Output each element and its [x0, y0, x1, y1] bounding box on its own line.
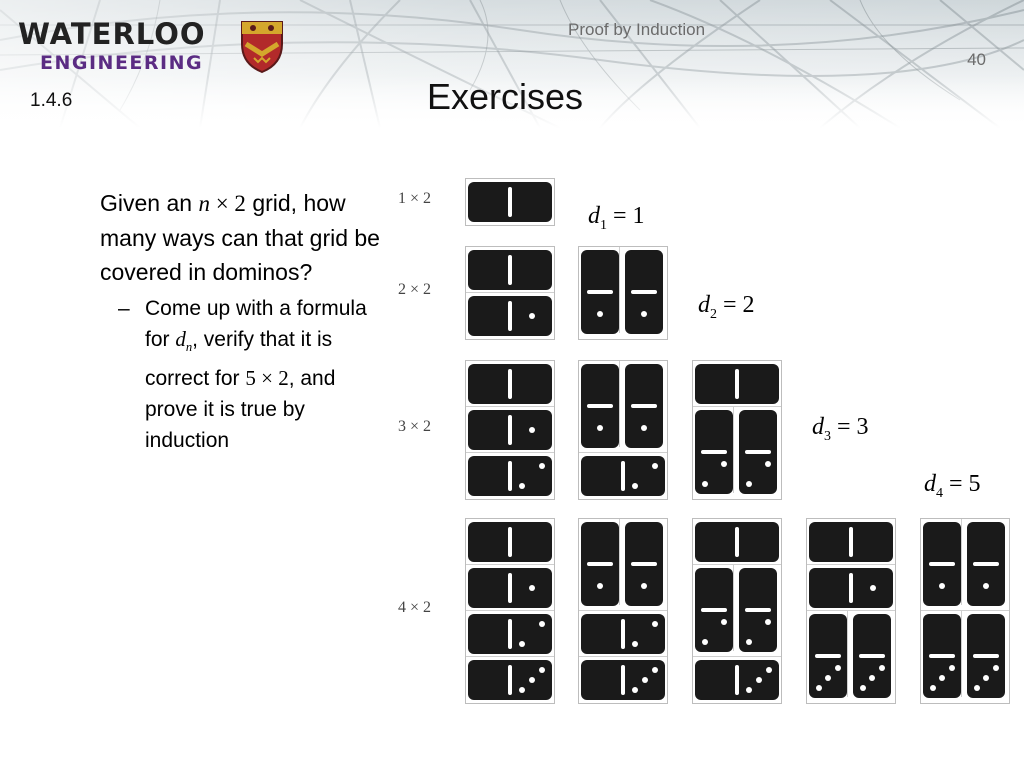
- domino-horizontal: [468, 456, 552, 496]
- domino-horizontal: [468, 250, 552, 290]
- domino-tiling: [692, 360, 782, 500]
- domino-divider: [929, 654, 955, 658]
- domino-pip: [746, 481, 752, 487]
- tiling-row: [466, 407, 554, 453]
- domino-divider: [735, 527, 739, 557]
- tiling-row: [579, 657, 667, 703]
- domino-vertical: [853, 614, 891, 698]
- domino-divider: [973, 562, 999, 566]
- domino-divider: [621, 619, 625, 649]
- domino-vertical: [923, 614, 961, 698]
- domino-pip: [702, 481, 708, 487]
- domino-divider: [973, 654, 999, 658]
- domino-pip: [632, 483, 638, 489]
- vertical-slot: [965, 611, 1005, 697]
- sub-bullet-dash: –: [118, 297, 130, 320]
- domino-tiling: [465, 178, 555, 226]
- domino-divider: [587, 290, 613, 294]
- vertical-slot: [921, 519, 962, 605]
- vertical-slot: [623, 361, 663, 447]
- domino-pip: [746, 687, 752, 693]
- domino-pip: [539, 621, 545, 627]
- domino-pip: [641, 311, 647, 317]
- domino-pip: [632, 641, 638, 647]
- grid-size-label: 2 × 2: [398, 281, 432, 298]
- domino-tiling: [465, 518, 555, 704]
- domino-divider: [745, 608, 771, 612]
- formula-var: d: [924, 471, 936, 497]
- tiling-row-double: [579, 519, 667, 611]
- domino-tiling: [578, 518, 668, 704]
- five-by-two-math: 5 × 2: [245, 366, 289, 391]
- dn-math: [175, 327, 193, 355]
- formula-eq: = 1: [607, 203, 645, 229]
- math-var-n: n: [198, 191, 210, 216]
- domino-pip: [519, 483, 525, 489]
- formula-var: d: [812, 414, 824, 440]
- vertical-slot: [579, 519, 620, 605]
- domino-vertical: [923, 522, 961, 606]
- sub-bullet-mid: , verify that it is correct for: [145, 328, 333, 391]
- domino-divider: [508, 619, 512, 649]
- tiling-count-formula: [698, 292, 755, 323]
- domino-pip: [597, 311, 603, 317]
- domino-divider: [508, 573, 512, 603]
- slide-number: 40: [967, 50, 986, 69]
- domino-horizontal: [809, 522, 893, 562]
- domino-horizontal: [468, 364, 552, 404]
- tiling-row: [693, 519, 781, 565]
- domino-pip: [721, 619, 727, 625]
- domino-pip: [632, 687, 638, 693]
- domino-divider: [631, 404, 657, 408]
- domino-divider: [508, 301, 512, 331]
- tiling-count-formula: [812, 414, 869, 445]
- domino-pip: [949, 665, 955, 671]
- domino-divider: [508, 255, 512, 285]
- tiling-row-double: [921, 611, 1009, 703]
- tiling-row-double: [921, 519, 1009, 611]
- domino-vertical: [625, 250, 663, 334]
- domino-pip: [652, 621, 658, 627]
- domino-pip: [597, 583, 603, 589]
- domino-pip: [835, 665, 841, 671]
- formula-sub: 1: [600, 217, 607, 233]
- domino-vertical: [581, 364, 619, 448]
- tiling-row: [466, 179, 554, 225]
- waterloo-engineering-logo: [18, 18, 206, 76]
- tiling-row: [579, 453, 667, 499]
- domino-tiling: [465, 246, 555, 340]
- domino-pip: [529, 427, 535, 433]
- domino-pip: [974, 685, 980, 691]
- grid-size-label: 1 × 2: [398, 190, 432, 207]
- domino-divider: [508, 369, 512, 399]
- domino-pip: [529, 677, 535, 683]
- formula-sub: 3: [824, 428, 831, 444]
- domino-horizontal: [809, 568, 893, 608]
- domino-vertical: [625, 522, 663, 606]
- domino-divider: [701, 608, 727, 612]
- domino-pip: [983, 675, 989, 681]
- domino-pip: [869, 675, 875, 681]
- domino-horizontal: [468, 522, 552, 562]
- domino-pip: [519, 641, 525, 647]
- domino-pip: [870, 585, 876, 591]
- domino-horizontal: [695, 660, 779, 700]
- vertical-slot: [623, 247, 663, 333]
- logo-waterloo: WATERLOO: [18, 17, 206, 51]
- tiling-row-double: [579, 361, 667, 453]
- logo-engineering: ENGINEERING: [40, 52, 204, 74]
- domino-divider: [587, 404, 613, 408]
- tiling-row: [466, 657, 554, 703]
- university-crest-icon: [240, 20, 284, 79]
- tiling-row-double: [579, 247, 667, 339]
- tiling-row: [466, 361, 554, 407]
- domino-pip: [766, 667, 772, 673]
- domino-divider: [735, 665, 739, 695]
- domino-pip: [529, 585, 535, 591]
- domino-vertical: [695, 410, 733, 494]
- course-title: Proof by Induction: [568, 20, 706, 39]
- tiling-row: [466, 611, 554, 657]
- slide-title: Exercises: [427, 76, 584, 117]
- domino-pip: [860, 685, 866, 691]
- domino-divider: [745, 450, 771, 454]
- domino-pip: [939, 583, 945, 589]
- domino-pip: [539, 463, 545, 469]
- vertical-slot: [737, 407, 777, 493]
- domino-vertical: [581, 250, 619, 334]
- domino-horizontal: [468, 660, 552, 700]
- domino-pip: [597, 425, 603, 431]
- formula-eq: = 3: [831, 414, 869, 440]
- tiling-row: [807, 565, 895, 611]
- math-times-2: × 2: [209, 191, 246, 216]
- domino-tiling: [692, 518, 782, 704]
- domino-pip: [702, 639, 708, 645]
- domino-pip: [652, 667, 658, 673]
- domino-horizontal: [468, 568, 552, 608]
- domino-divider: [621, 461, 625, 491]
- domino-tiling: [806, 518, 896, 704]
- grid-size-label: 3 × 2: [398, 418, 432, 435]
- vertical-slot: [851, 611, 891, 697]
- domino-divider: [631, 562, 657, 566]
- domino-tiling: [920, 518, 1010, 704]
- domino-pip: [879, 665, 885, 671]
- vertical-slot: [921, 611, 962, 697]
- vertical-slot: [693, 407, 734, 493]
- domino-divider: [929, 562, 955, 566]
- domino-pip: [765, 461, 771, 467]
- domino-divider: [735, 369, 739, 399]
- section-number: 1.4.6: [30, 90, 73, 111]
- domino-divider: [587, 562, 613, 566]
- grid-size-math: [198, 191, 245, 216]
- sub-bullet: [118, 293, 390, 456]
- domino-vertical: [695, 568, 733, 652]
- formula-eq: = 2: [717, 292, 755, 318]
- formula-sub: 2: [710, 306, 717, 322]
- bullet-question-post: grid, how many ways can that grid be covered in dominos?: [100, 190, 380, 285]
- domino-divider: [508, 461, 512, 491]
- domino-divider: [508, 665, 512, 695]
- domino-vertical: [581, 522, 619, 606]
- domino-divider: [849, 527, 853, 557]
- sub-bullet-post: , and prove it is true by induction: [145, 367, 336, 453]
- domino-pip: [641, 583, 647, 589]
- formula-var: d: [698, 292, 710, 318]
- domino-divider: [701, 450, 727, 454]
- vertical-slot: [737, 565, 777, 651]
- domino-vertical: [739, 410, 777, 494]
- domino-pip: [765, 619, 771, 625]
- domino-pip: [930, 685, 936, 691]
- tiling-row-double: [807, 611, 895, 703]
- domino-tiling: [578, 360, 668, 500]
- domino-vertical: [809, 614, 847, 698]
- domino-divider: [508, 415, 512, 445]
- domino-horizontal: [581, 456, 665, 496]
- domino-pip: [756, 677, 762, 683]
- tiling-row: [579, 611, 667, 657]
- formula-eq: = 5: [943, 471, 981, 497]
- domino-divider: [849, 573, 853, 603]
- domino-divider: [859, 654, 885, 658]
- sub-bullet-text: [145, 293, 390, 456]
- domino-pip: [652, 463, 658, 469]
- domino-horizontal: [468, 410, 552, 450]
- tiling-count-formula: [924, 471, 981, 502]
- domino-pip: [983, 583, 989, 589]
- domino-divider: [508, 527, 512, 557]
- domino-horizontal: [468, 296, 552, 336]
- tiling-row: [466, 293, 554, 339]
- domino-divider: [508, 187, 512, 217]
- domino-pip: [721, 461, 727, 467]
- tiling-row: [466, 453, 554, 499]
- tiling-row-double: [693, 407, 781, 499]
- domino-horizontal: [695, 522, 779, 562]
- tiling-row: [693, 657, 781, 703]
- domino-pip: [642, 677, 648, 683]
- domino-pip: [993, 665, 999, 671]
- vertical-slot: [693, 565, 734, 651]
- bullet-question-pre: Given an: [100, 190, 199, 216]
- domino-vertical: [625, 364, 663, 448]
- domino-pip: [539, 667, 545, 673]
- vertical-slot: [579, 361, 620, 447]
- domino-divider: [815, 654, 841, 658]
- domino-pip: [641, 425, 647, 431]
- domino-vertical: [739, 568, 777, 652]
- domino-horizontal: [468, 182, 552, 222]
- vertical-slot: [579, 247, 620, 333]
- formula-var: d: [588, 203, 600, 229]
- tiling-count-formula: [588, 203, 645, 234]
- tiling-row: [693, 361, 781, 407]
- domino-pip: [816, 685, 822, 691]
- tiling-row: [466, 247, 554, 293]
- tiling-row: [466, 519, 554, 565]
- domino-vertical: [967, 522, 1005, 606]
- domino-pip: [825, 675, 831, 681]
- domino-horizontal: [468, 614, 552, 654]
- domino-pip: [746, 639, 752, 645]
- domino-horizontal: [695, 364, 779, 404]
- domino-pip: [529, 313, 535, 319]
- domino-tiling: [578, 246, 668, 340]
- domino-vertical: [967, 614, 1005, 698]
- domino-pip: [519, 687, 525, 693]
- tiling-row: [807, 519, 895, 565]
- vertical-slot: [965, 519, 1005, 605]
- domino-horizontal: [581, 614, 665, 654]
- dn-sub: n: [185, 340, 193, 355]
- formula-sub: 4: [936, 485, 943, 501]
- tiling-row-double: [693, 565, 781, 657]
- vertical-slot: [623, 519, 663, 605]
- bullet-question: [100, 186, 390, 289]
- vertical-slot: [807, 611, 848, 697]
- domino-divider: [621, 665, 625, 695]
- grid-size-label: 4 × 2: [398, 599, 432, 616]
- domino-tiling: [465, 360, 555, 500]
- tiling-row: [466, 565, 554, 611]
- domino-divider: [631, 290, 657, 294]
- domino-pip: [939, 675, 945, 681]
- sub-bullet-pre: Come up with a formula for: [145, 297, 367, 351]
- bullet-list: [100, 186, 390, 456]
- dn-var: d: [175, 327, 186, 351]
- domino-horizontal: [581, 660, 665, 700]
